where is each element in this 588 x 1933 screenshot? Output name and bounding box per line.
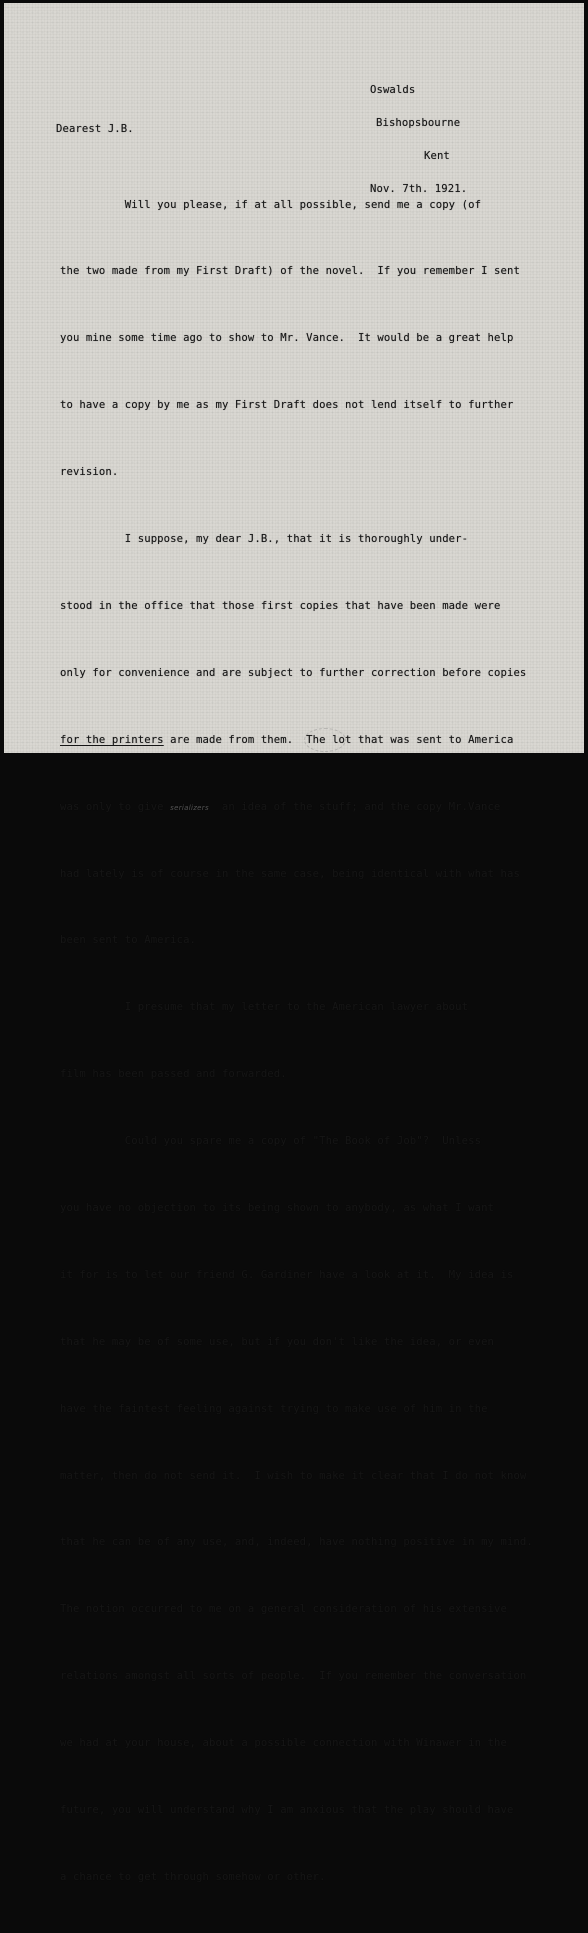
body-line: I presume that my letter to the American lawyer about <box>60 1001 469 1014</box>
address-line-house: Oswalds <box>370 84 416 96</box>
body-line: stood in the office that those first copies that have been made were <box>60 599 501 612</box>
body-line: I suppose, my dear J.B., that it is thoroughly under- <box>60 533 469 546</box>
body-line-rest: an idea of the stuff; and the copy Mr.Vance <box>208 800 501 813</box>
underlined-phrase: for the printers <box>60 733 164 746</box>
body-line: only for convenience and are subject to further correction before copies <box>60 666 527 679</box>
body-line: Will you please, if at all possible, send me a copy (of <box>60 198 482 211</box>
body-line: it for is to let our friend G. Gardiner have a look at it. My idea is <box>60 1268 514 1281</box>
address-line-village: Bishopsbourne <box>376 117 461 129</box>
body-line: you have no objection to its being shown to anybody, as what I want <box>60 1201 495 1214</box>
body-line: we had at your house, about a possible connection with Winawer in the <box>60 1737 507 1750</box>
letter-body <box>60 149 580 1933</box>
body-line: future, you will understand why I am anxious that the play should have <box>60 1803 514 1816</box>
body-line: revision. <box>60 466 119 479</box>
letter-page <box>4 3 584 1883</box>
salutation: Dearest J.B. <box>56 123 134 135</box>
body-line: Could you spare me a copy of "The Book of Job"? Unless <box>60 1135 482 1148</box>
body-line <box>60 729 580 751</box>
body-line: that he may be of some use, but if you don't like the idea, or even <box>60 1335 495 1348</box>
body-line: The notion occurred to me on a general consideration of his extensive <box>60 1603 507 1616</box>
body-line-rest: are made from them. The lot that was sent to America <box>163 733 514 746</box>
body-line-start: was only to give <box>60 800 171 813</box>
body-line: the two made from my First Draft) of the novel. If you remember I sent <box>60 265 520 278</box>
body-line: have the faintest feeling against trying to make use of him in the <box>60 1402 488 1415</box>
body-line: been sent to America. <box>60 934 197 947</box>
address-line-county: Kent <box>424 150 450 162</box>
body-line: matter, then do not send it. I wish to make it clear that I do not know <box>60 1469 527 1482</box>
handwritten-insertion: serializers <box>170 803 209 812</box>
body-line: had lately is of course in the same case, being identical with what has <box>60 867 520 880</box>
body-line: film has been passed and forwarded. <box>60 1068 287 1081</box>
body-line <box>60 796 580 818</box>
body-line: to have a copy by me as my First Draft does not lend itself to further <box>60 399 514 412</box>
letter-date: Nov. 7th. 1921. <box>370 183 468 195</box>
body-line: a chance to get through somehow or other. <box>60 1870 326 1883</box>
body-line: that he can be of any use, and, indeed, have nothing positive in my mind. <box>60 1536 533 1549</box>
body-line: you mine some time ago to show to Mr. Vance. It would be a great help <box>60 332 514 345</box>
body-line: relations amongst all sorts of people. If you remember the conversation <box>60 1670 527 1683</box>
